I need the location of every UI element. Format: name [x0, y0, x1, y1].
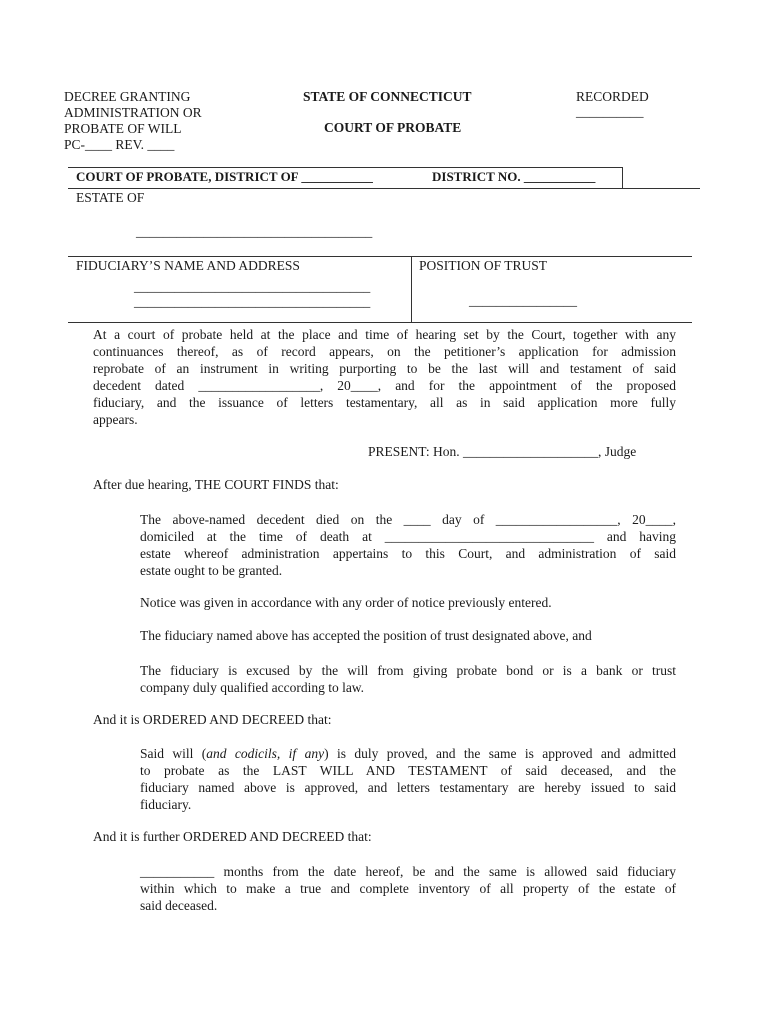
- recorded-label: RECORDED: [576, 89, 649, 104]
- estate-label: ESTATE OF: [76, 190, 145, 205]
- paragraph-line: estate ought to be granted.: [140, 563, 283, 578]
- fiduciary-section-bottom-border: [68, 322, 692, 323]
- finds-heading: After due hearing, THE COURT FINDS that:: [93, 477, 339, 492]
- paragraph-line: The above-named decedent died on the ____ day of __________________, 20____,: [140, 512, 676, 527]
- order-inventory: [140, 863, 676, 914]
- paragraph-line: decedent dated __________________, 20____, and for the appointment of the proposed: [93, 378, 676, 393]
- paragraph-line: continuances thereof, as of record appears, on the petitioner’s application for admission: [93, 344, 676, 359]
- fiduciary-label: FIDUCIARY’S NAME AND ADDRESS: [76, 258, 300, 273]
- district-number-field[interactable]: DISTRICT NO. ___________: [432, 169, 596, 184]
- ordered-heading: And it is ORDERED AND DECREED that:: [93, 712, 332, 727]
- paragraph-line: to probate as the LAST WILL AND TESTAMENT of said deceased, and the: [140, 763, 676, 778]
- paragraph-line: reprobate of an instrument in writing purporting to be the last will and testament of said: [93, 361, 676, 376]
- position-of-trust-blank[interactable]: ________________: [469, 293, 577, 308]
- paragraph-line: fiduciary.: [140, 797, 192, 812]
- paragraph-line: The fiduciary is excused by the will from giving probate bond or is a bank or trust: [140, 663, 676, 678]
- paragraph-line: company duly qualified according to law.: [140, 680, 365, 695]
- fiduciary-address-blank[interactable]: ___________________________________: [134, 294, 371, 309]
- fiduciary-section-divider: [411, 256, 412, 322]
- finding-notice: Notice was given in accordance with any order of notice previously entered.: [140, 595, 552, 610]
- court-title: COURT OF PROBATE: [324, 120, 462, 135]
- paragraph-line: within which to make a true and complete inventory of all property of the estate of: [140, 881, 676, 896]
- paragraph-line: domiciled at the time of death at _______________________________ and having: [140, 529, 676, 544]
- court-box-bottom-border: [68, 188, 700, 189]
- court-box-right-border: [622, 167, 623, 188]
- order-text: ) is duly proved, and the same is approved and admitted: [324, 746, 676, 761]
- position-of-trust-label: POSITION OF TRUST: [419, 258, 548, 273]
- state-title: STATE OF CONNECTICUT: [303, 89, 472, 104]
- intro-paragraph: [93, 326, 676, 428]
- order-will-proved: [140, 745, 676, 813]
- form-title-line: ADMINISTRATION OR: [64, 105, 202, 120]
- court-box-top-border: [68, 167, 622, 168]
- paragraph-line: ___________ months from the date hereof, be and the same is allowed said fiduciary: [140, 864, 676, 879]
- finding-death-domicile: [140, 511, 676, 579]
- finding-acceptance: The fiduciary named above has accepted the position of trust designated above, and: [140, 628, 592, 643]
- paragraph-line: said deceased.: [140, 898, 218, 913]
- further-ordered-heading: And it is further ORDERED AND DECREED that:: [93, 829, 372, 844]
- recorded-blank[interactable]: __________: [576, 104, 644, 119]
- order-text: Said will (: [140, 746, 207, 761]
- paragraph-line: estate whereof administration appertains to this Court, and administration of said: [140, 546, 676, 561]
- finding-bond: [140, 662, 676, 696]
- paragraph-line: [140, 745, 676, 762]
- codicils-italic-text: and codicils, if any: [206, 746, 325, 761]
- paragraph-line: At a court of probate held at the place and time of hearing set by the Court, together with any: [93, 327, 676, 342]
- district-field[interactable]: COURT OF PROBATE, DISTRICT OF ___________: [76, 169, 373, 184]
- paragraph-line: appears.: [93, 412, 138, 427]
- form-number: PC-____ REV. ____: [64, 137, 175, 152]
- paragraph-line: fiduciary named above is approved, and letters testamentary are hereby issued to said: [140, 780, 676, 795]
- present-judge-line: PRESENT: Hon. ____________________, Judge: [368, 444, 637, 459]
- form-title-line: PROBATE OF WILL: [64, 121, 182, 136]
- estate-name-blank[interactable]: ___________________________________: [136, 224, 373, 239]
- estate-section-divider: [68, 256, 692, 257]
- fiduciary-name-blank[interactable]: ___________________________________: [134, 279, 371, 294]
- form-title-line: DECREE GRANTING: [64, 89, 191, 104]
- paragraph-line: fiduciary, and the issuance of letters testamentary, all as in said application more fully: [93, 395, 676, 410]
